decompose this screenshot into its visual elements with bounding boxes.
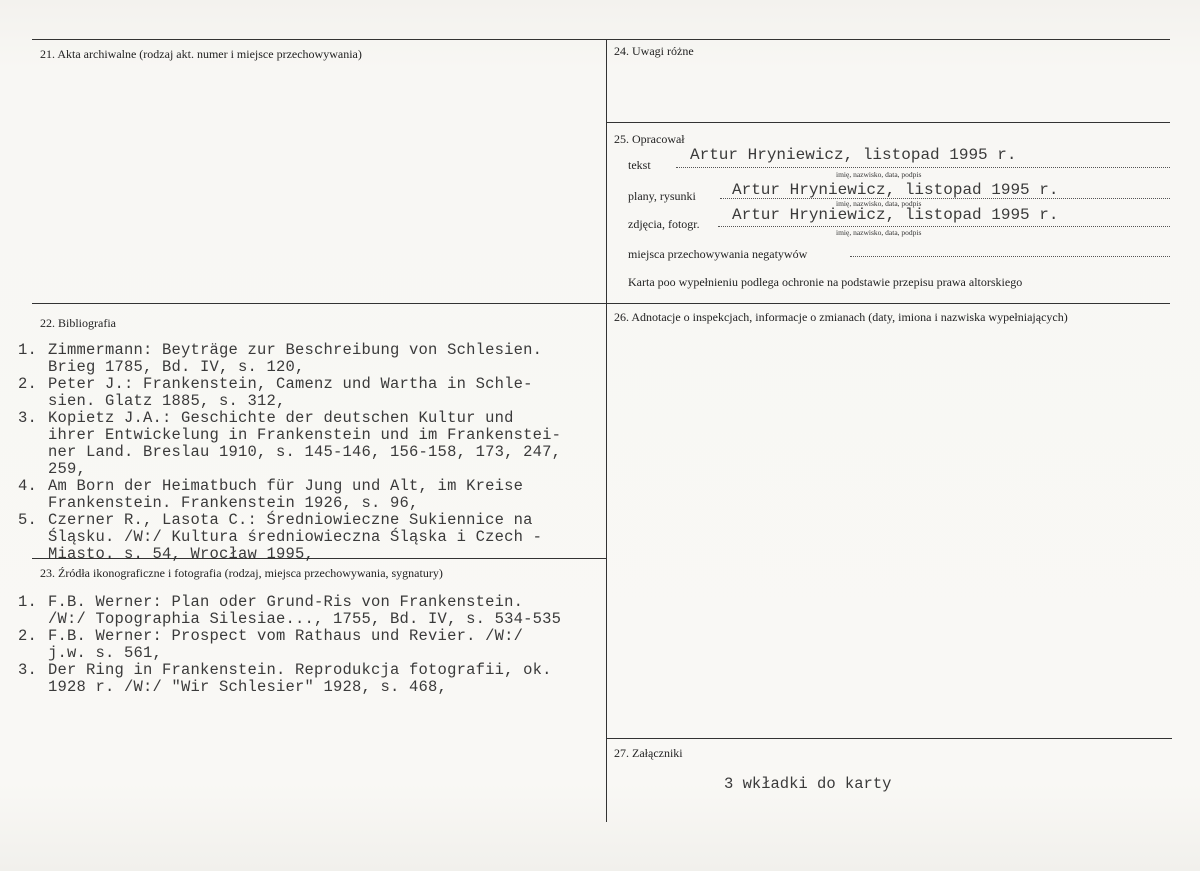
text-author-label: tekst [628, 158, 651, 172]
negatives-line [850, 256, 1170, 257]
copyright-note: Karta poo wypełnieniu podlega ochronie na podstawie przepisu prawa altorskiego [628, 275, 1023, 289]
bibliography-list [18, 342, 561, 563]
rule-24-25 [606, 122, 1170, 123]
text-author-line [676, 167, 1170, 168]
plans-author-hint: imię, nazwisko, data, podpis [836, 199, 922, 208]
section-21-label: 21. Akta archiwalne (rodzaj akt. numer i miejsce przechowywania) [40, 47, 362, 61]
list-item: 4. Am Born der Heimatbuch für Jung und Alt, im Kreise Frankenstein. Frankenstein 1926, s. 96, [18, 477, 524, 512]
attachments-value: 3 wkładki do karty [724, 775, 892, 793]
photos-author-value: Artur Hryniewicz, listopad 1995 r. [732, 206, 1059, 224]
list-item: 3. Der Ring in Frankenstein. Reprodukcja fotografii, ok. 1928 r. /W:/ "Wir Schlesier" 1928, s. 468, [18, 661, 552, 696]
text-author-value: Artur Hryniewicz, listopad 1995 r. [690, 146, 1017, 164]
section-22-label: 22. Bibliografia [40, 316, 116, 330]
list-item: 3. Kopietz J.A.: Geschichte der deutschen Kultur und ihrer Entwickelung in Frankenstein und im Frankenstei- ner Land. Breslau 1910, s. 145-146, 156-158, 173, 247, 259, [18, 409, 562, 478]
section-25-label: 25. Opracował [614, 132, 685, 146]
section-23-label: 23. Źródła ikonograficzne i fotografia (rodzaj, miejsca przechowywania, sygnatury) [40, 566, 443, 580]
list-item: 1. Zimmermann: Beyträge zur Beschreibung von Schlesien. Brieg 1785, Bd. IV, s. 120, [18, 341, 543, 376]
center-divider [606, 39, 607, 822]
photos-author-label: zdjęcia, fotogr. [628, 217, 700, 231]
list-item: 5. Czerner R., Lasota C.: Średniowieczne Sukiennice na Śląsku. /W:/ Kultura średniowieczna Śląska i Czech - Miasto. s. 54, Wrocław 1995, [18, 511, 543, 563]
top-rule [32, 39, 1170, 40]
section-27-label: 27. Załączniki [614, 746, 683, 760]
negatives-label: miejsca przechowywania negatywów [628, 247, 808, 261]
list-item: 1. F.B. Werner: Plan oder Grund-Ris von Frankenstein. /W:/ Topographia Silesiae..., 1755, Bd. IV, s. 534-535 [18, 593, 562, 628]
list-item: 2. Peter J.: Frankenstein, Camenz und Wartha in Schle- sien. Glatz 1885, s. 312, [18, 375, 533, 410]
list-item: 2. F.B. Werner: Prospect vom Rathaus und Revier. /W:/ j.w. s. 561, [18, 627, 524, 662]
plans-author-value: Artur Hryniewicz, listopad 1995 r. [732, 181, 1059, 199]
iconography-list [18, 594, 561, 696]
photos-author-line [718, 226, 1170, 227]
photos-author-hint: imię, nazwisko, data, podpis [836, 228, 922, 237]
section-26-label: 26. Adnotacje o inspekcjach, informacje o zmianach (daty, imiona i nazwiska wypełniających) [614, 310, 1068, 324]
rule-26-27 [606, 738, 1172, 739]
rule-21-22 [32, 303, 1170, 304]
plans-author-label: plany, rysunki [628, 189, 696, 203]
text-author-hint: imię, nazwisko, data, podpis [836, 170, 922, 179]
section-24-label: 24. Uwagi różne [614, 44, 694, 58]
